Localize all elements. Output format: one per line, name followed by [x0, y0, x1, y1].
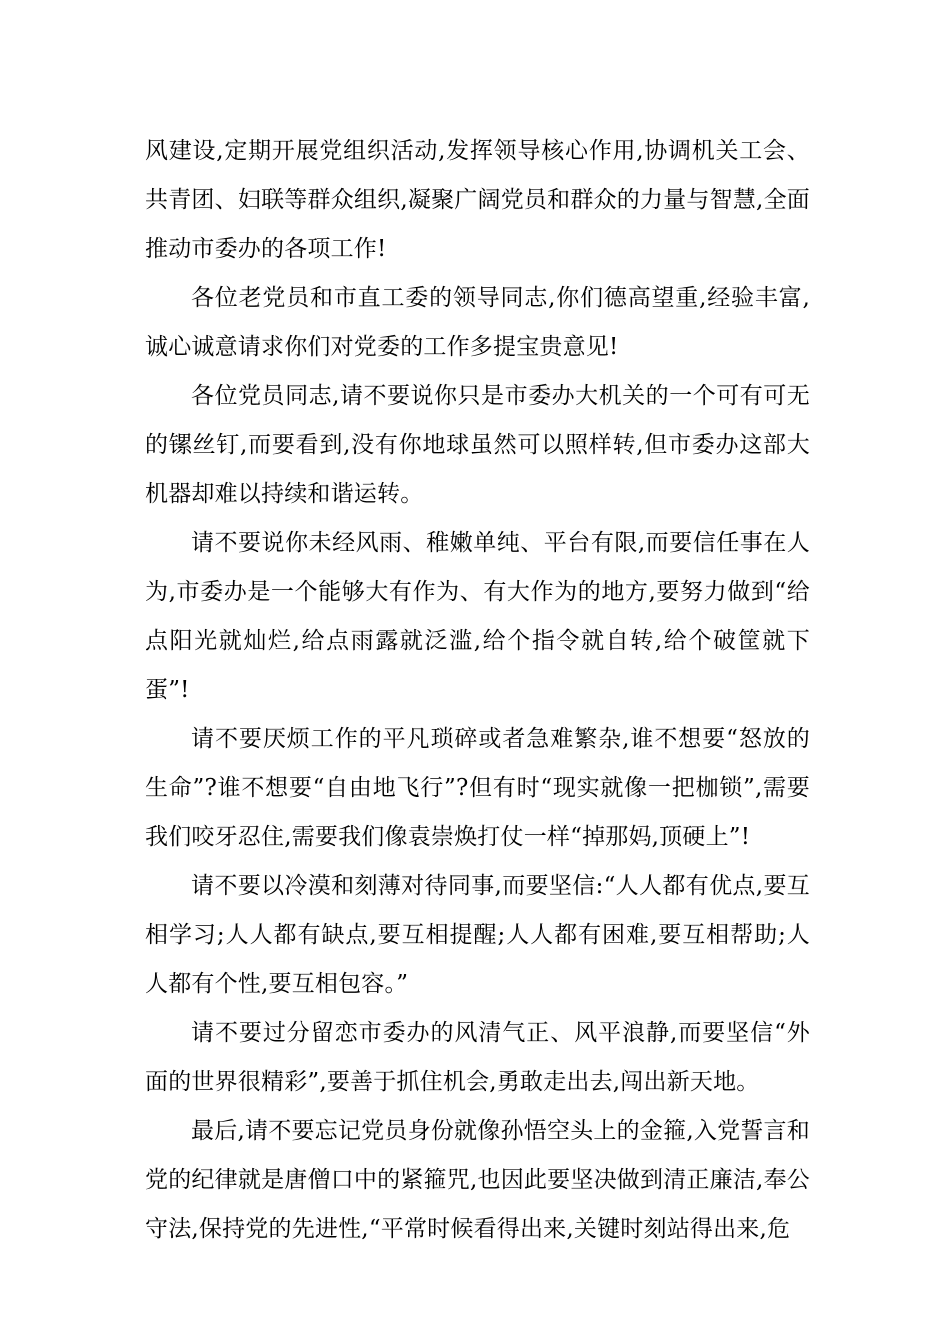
- document-body: [145, 127, 810, 1254]
- paragraph: 最后,请不要忘记党员身份就像孙悟空头上的金箍,入党誓言和党的纪律就是唐僧口中的紧箍咒,也因此要坚决做到清正廉洁,奉公守法,保持党的先进性,“平常时候看得出来,关键时刻站得出来,危: [145, 1118, 810, 1242]
- paragraph: 请不要过分留恋市委办的风清气正、风平浪静,而要坚信“外面的世界很精彩”,要善于抓住机会,勇敢走出去,闯出新天地。: [145, 1020, 810, 1095]
- paragraph: 各位党员同志,请不要说你只是市委办大机关的一个可有可无的镙丝钉,而要看到,没有你地球虽然可以照样转,但市委办这部大机器却难以持续和谐运转。: [145, 383, 810, 507]
- paragraph: 请不要说你未经风雨、稚嫩单纯、平台有限,而要信任事在人为,市委办是一个能够大有作为、有大作为的地方,要努力做到“给点阳光就灿烂,给点雨露就泛滥,给个指令就自转,给个破筐就下蛋”!: [145, 530, 810, 703]
- paragraph: 请不要厌烦工作的平凡琐碎或者急难繁杂,谁不想要“怒放的生命”?谁不想要“自由地飞行”?但有时“现实就像一把枷锁”,需要我们咬牙忍住,需要我们像袁崇焕打仗一样“掉那妈,顶硬上”!: [145, 726, 810, 850]
- paragraph: 各位老党员和市直工委的领导同志,你们德高望重,经验丰富,诚心诚意请求你们对党委的工作多提宝贵意见!: [145, 285, 810, 360]
- paragraph-continued: 风建设,定期开展党组织活动,发挥领导核心作用,协调机关工会、共青团、妇联等群众组织,凝聚广阔党员和群众的力量与智慧,全面推动市委办的各项工作!: [145, 138, 810, 262]
- paragraph: 请不要以冷漠和刻薄对待同事,而要坚信:“人人都有优点,要互相学习;人人都有缺点,要互相提醒;人人都有困难,要互相帮助;人人都有个性,要互相包容。”: [145, 873, 810, 997]
